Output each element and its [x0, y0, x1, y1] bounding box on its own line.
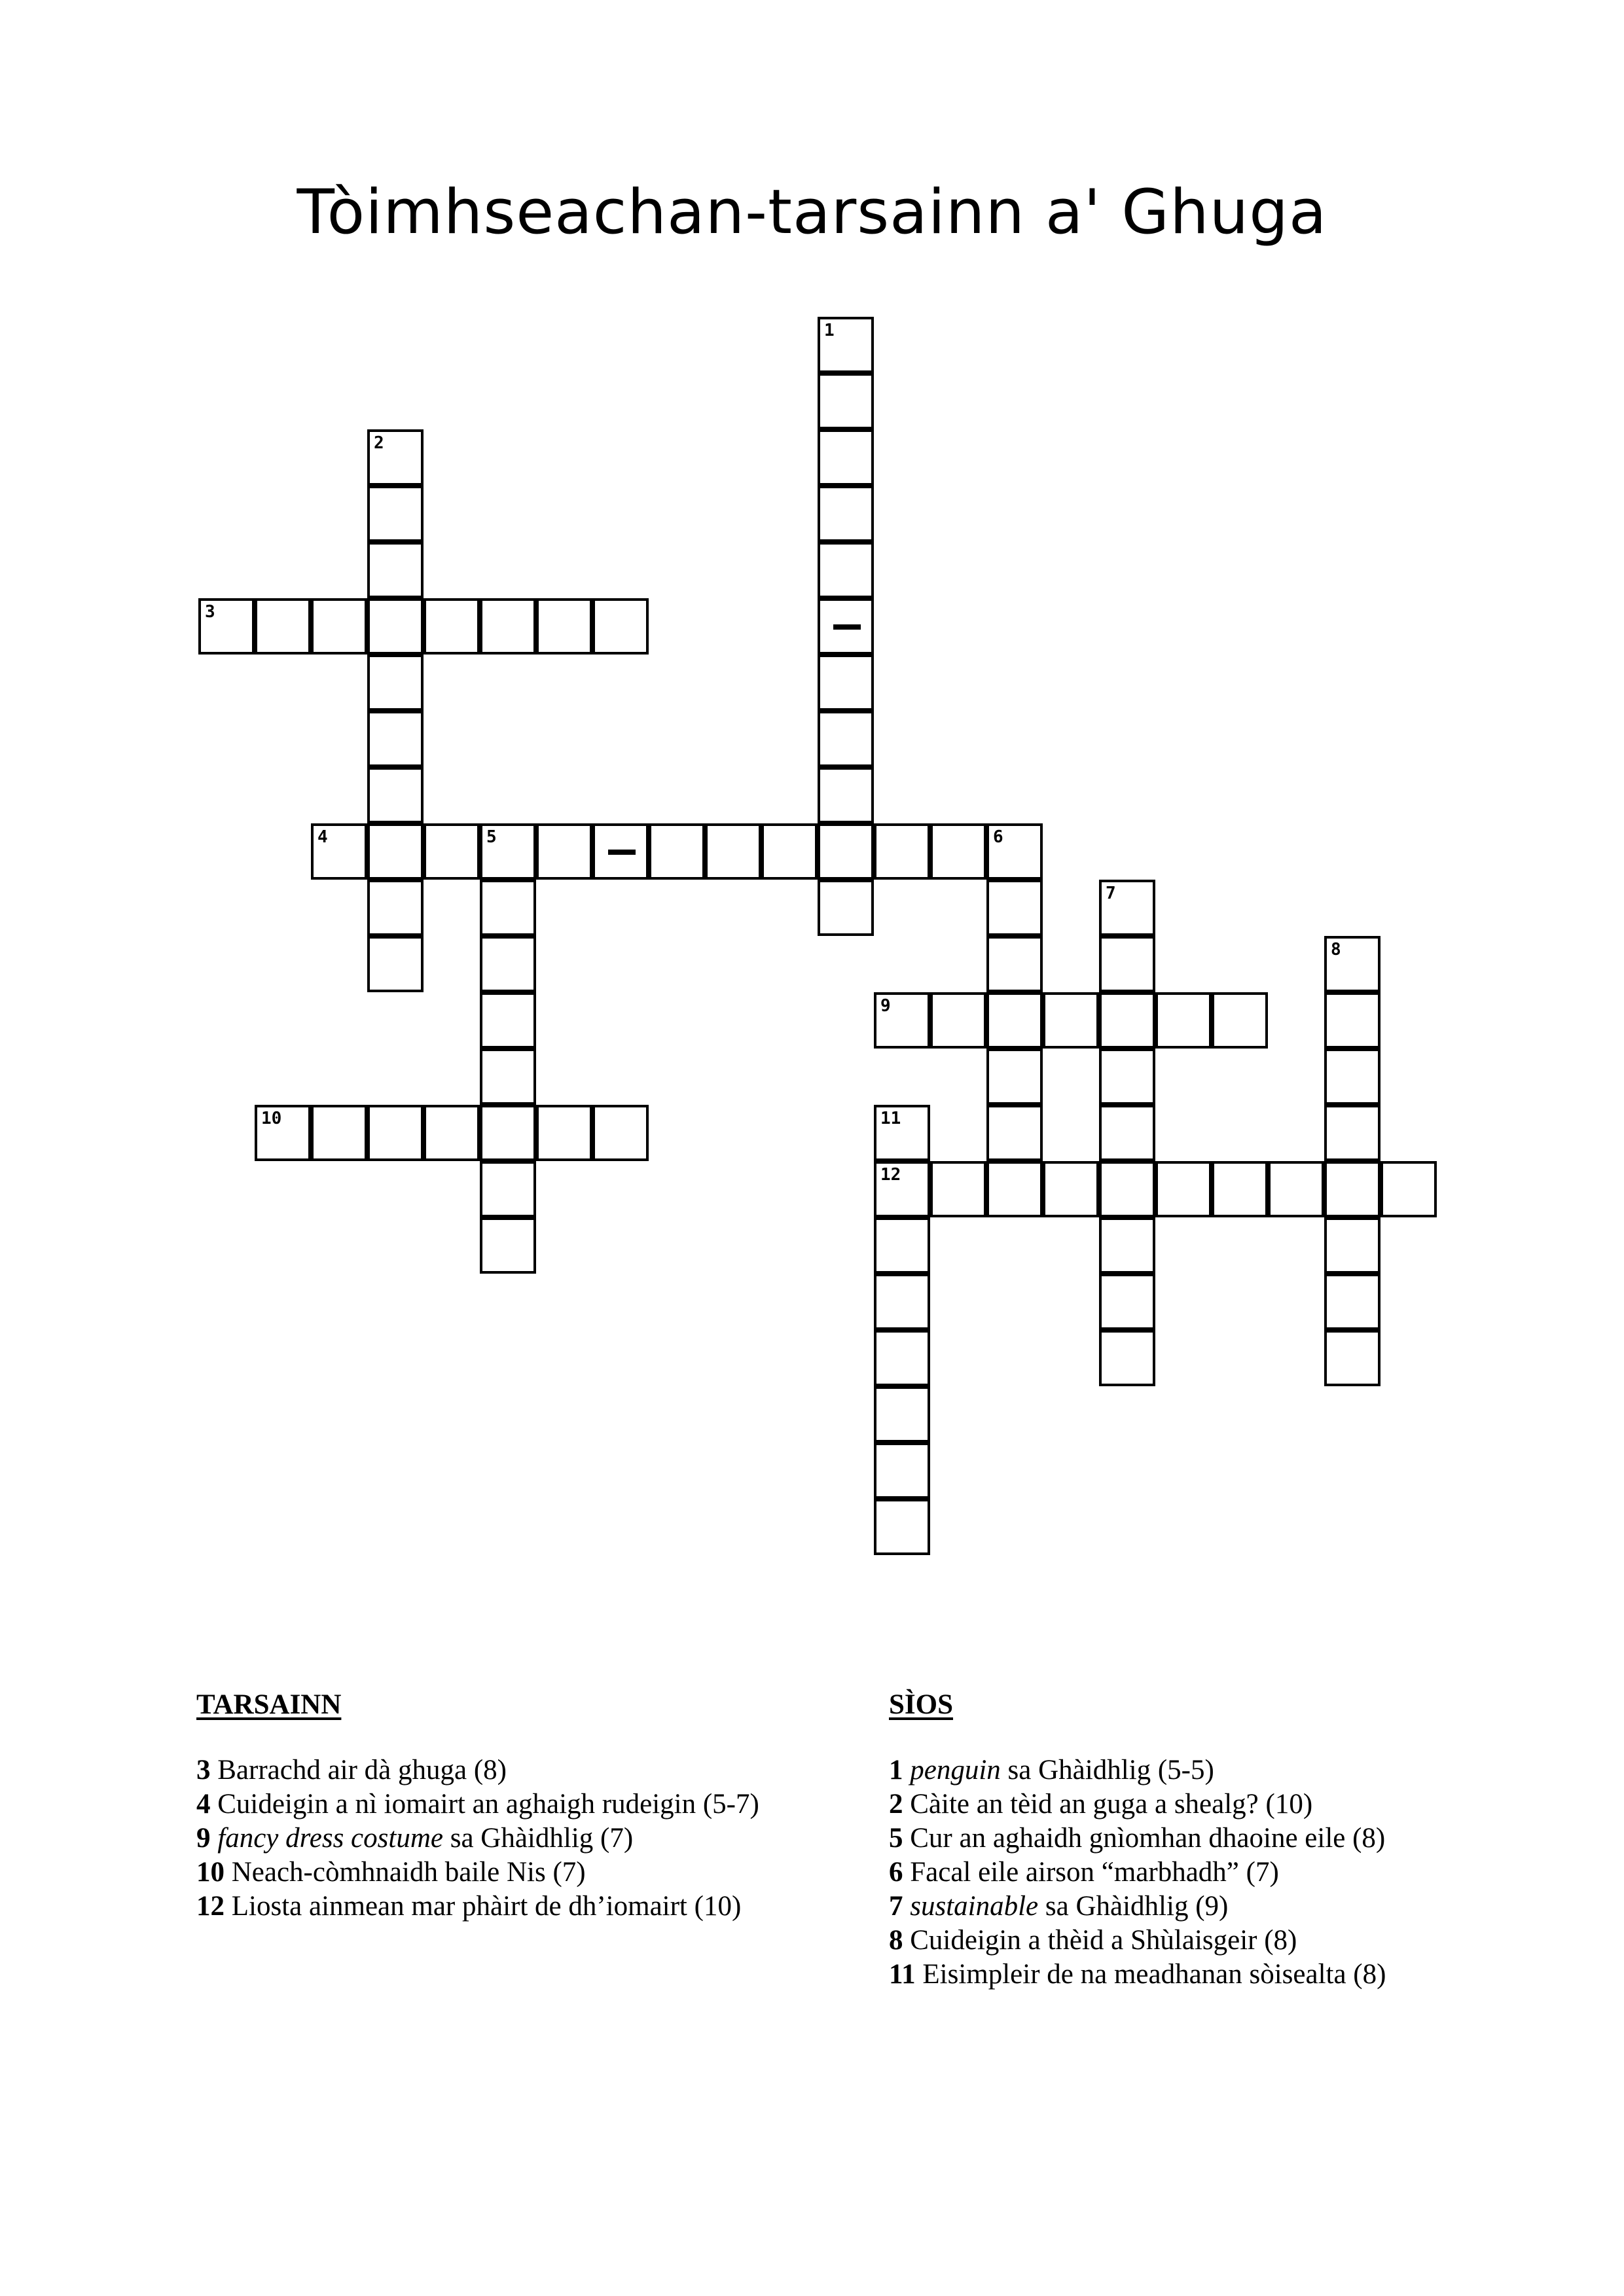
grid-cell[interactable] [367, 711, 424, 767]
grid-cell[interactable] [198, 598, 255, 655]
down-clues [889, 1689, 1543, 1992]
grid-cell[interactable] [311, 1105, 367, 1161]
grid-cell[interactable] [874, 1386, 930, 1443]
clue-item [196, 1856, 851, 1890]
grid-cell[interactable] [311, 598, 367, 655]
grid-cell[interactable] [480, 823, 536, 880]
grid-cell[interactable] [705, 823, 761, 880]
grid-cell[interactable] [1043, 1161, 1099, 1217]
down-heading: SÌOS [889, 1689, 954, 1720]
clue-item [889, 1753, 1543, 1787]
grid-cell[interactable] [1324, 1105, 1380, 1161]
grid-cell[interactable] [930, 1161, 986, 1217]
grid-cell[interactable] [1324, 992, 1380, 1049]
grid-cell[interactable] [1212, 1161, 1268, 1217]
clue-number: 7 [1106, 884, 1116, 903]
grid-cell[interactable] [986, 936, 1043, 992]
clue-text: Càite an tèid an guga a shealg? (10) [910, 1789, 1313, 1820]
grid-cell[interactable] [255, 1105, 311, 1161]
grid-cell[interactable] [367, 936, 424, 992]
clue-italic-term: fancy dress costume [217, 1823, 443, 1854]
grid-cell[interactable] [874, 992, 930, 1049]
grid-cell[interactable] [367, 823, 424, 880]
grid-cell[interactable] [480, 1217, 536, 1274]
page-title: Tòimhseachan-tarsainn a' Ghuga [297, 177, 1327, 248]
clue-item [196, 1821, 851, 1856]
grid-cell[interactable] [367, 1105, 424, 1161]
clue-text: sa Ghàidhlig (7) [450, 1823, 634, 1854]
grid-cell[interactable] [480, 1049, 536, 1105]
grid-cell[interactable] [367, 880, 424, 936]
clue-number: 9 [880, 996, 891, 1016]
clue-text: sa Ghàidhlig (5-5) [1007, 1755, 1214, 1785]
clue-num: 2 [889, 1789, 903, 1820]
grid-cell[interactable] [1324, 1274, 1380, 1330]
clue-number: 5 [486, 827, 497, 847]
grid-cell[interactable] [1324, 1330, 1380, 1386]
grid-cell[interactable] [649, 823, 705, 880]
clue-item [889, 1924, 1543, 1958]
grid-cell[interactable] [930, 823, 986, 880]
grid-cell[interactable] [1099, 936, 1155, 992]
grid-cell[interactable] [1099, 992, 1155, 1049]
grid-cell[interactable] [986, 992, 1043, 1049]
clue-number: 12 [880, 1165, 901, 1185]
hyphen-separator [608, 850, 636, 855]
grid-cell[interactable] [1099, 1274, 1155, 1330]
grid-cell[interactable] [1099, 880, 1155, 936]
grid-cell[interactable] [480, 1161, 536, 1217]
clue-num: 3 [196, 1755, 211, 1785]
clue-item [889, 1890, 1543, 1924]
grid-cell[interactable] [874, 823, 930, 880]
grid-cell[interactable] [818, 655, 874, 711]
grid-cell[interactable] [1099, 1105, 1155, 1161]
clue-num: 4 [196, 1789, 211, 1820]
grid-cell[interactable] [818, 880, 874, 936]
grid-cell[interactable] [367, 429, 424, 486]
grid-cell[interactable] [930, 992, 986, 1049]
grid-cell[interactable] [1212, 992, 1268, 1049]
grid-cell[interactable] [818, 767, 874, 823]
grid-cell[interactable] [480, 1105, 536, 1161]
clue-num: 12 [196, 1891, 225, 1922]
grid-cell[interactable] [536, 1105, 592, 1161]
grid-cell[interactable] [1099, 1049, 1155, 1105]
grid-cell[interactable] [480, 992, 536, 1049]
across-heading: TARSAINN [196, 1689, 342, 1720]
grid-cell[interactable] [818, 598, 874, 655]
clue-num: 10 [196, 1857, 225, 1888]
grid-cell[interactable] [367, 767, 424, 823]
grid-cell[interactable] [818, 373, 874, 429]
clue-item [196, 1787, 851, 1821]
clue-item [889, 1958, 1543, 1992]
clue-num: 8 [889, 1925, 903, 1956]
clue-number: 4 [317, 827, 328, 847]
grid-cell[interactable] [480, 598, 536, 655]
grid-cell[interactable] [1268, 1161, 1324, 1217]
down-clue-list [889, 1753, 1543, 1992]
clue-text: Neach-còmhnaidh baile Nis (7) [231, 1857, 586, 1888]
clue-number: 2 [374, 433, 384, 453]
grid-cell[interactable] [818, 823, 874, 880]
clue-text: Eisimpleir de na meadhanan sòisealta (8) [922, 1959, 1386, 1990]
clue-text: Facal eile airson “marbhadh” (7) [910, 1857, 1279, 1888]
clue-text: sa Ghàidhlig (9) [1045, 1891, 1229, 1922]
grid-cell[interactable] [1324, 936, 1380, 992]
grid-cell[interactable] [592, 823, 649, 880]
grid-cell[interactable] [761, 823, 818, 880]
grid-cell[interactable] [367, 655, 424, 711]
grid-cell[interactable] [874, 1499, 930, 1555]
grid-cell[interactable] [986, 823, 1043, 880]
grid-cell[interactable] [424, 598, 480, 655]
grid-cell[interactable] [1155, 992, 1212, 1049]
grid-cell[interactable] [1380, 1161, 1437, 1217]
grid-cell[interactable] [424, 823, 480, 880]
grid-cell[interactable] [986, 1049, 1043, 1105]
clue-num: 5 [889, 1823, 903, 1854]
clue-num: 1 [889, 1755, 903, 1785]
clue-italic-term: penguin [910, 1755, 1001, 1785]
grid-cell[interactable] [1324, 1049, 1380, 1105]
grid-cell[interactable] [874, 1217, 930, 1274]
clue-item [889, 1856, 1543, 1890]
grid-cell[interactable] [874, 1161, 930, 1217]
grid-cell[interactable] [986, 1105, 1043, 1161]
grid-cell[interactable] [536, 823, 592, 880]
grid-cell[interactable] [818, 711, 874, 767]
grid-cell[interactable] [255, 598, 311, 655]
clue-num: 11 [889, 1959, 916, 1990]
grid-cell[interactable] [1155, 1161, 1212, 1217]
grid-cell[interactable] [311, 823, 367, 880]
grid-cell[interactable] [1099, 1161, 1155, 1217]
clue-number: 8 [1331, 940, 1341, 960]
grid-cell[interactable] [1324, 1217, 1380, 1274]
clue-number: 6 [993, 827, 1003, 847]
clue-italic-term: sustainable [910, 1891, 1039, 1922]
grid-cell[interactable] [818, 486, 874, 542]
clue-number: 3 [205, 602, 215, 622]
grid-cell[interactable] [592, 598, 649, 655]
grid-cell[interactable] [1099, 1330, 1155, 1386]
across-clue-list [196, 1753, 851, 1924]
clue-number: 1 [824, 321, 835, 340]
clue-num: 7 [889, 1891, 903, 1922]
grid-cell[interactable] [1099, 1217, 1155, 1274]
clue-num: 6 [889, 1857, 903, 1888]
grid-cell[interactable] [874, 1443, 930, 1499]
clue-item [196, 1890, 851, 1924]
clue-text: Liosta ainmean mar phàirt de dh’iomairt (10) [231, 1891, 742, 1922]
grid-cell[interactable] [986, 880, 1043, 936]
clue-text: Barrachd air dà ghuga (8) [217, 1755, 507, 1785]
grid-cell[interactable] [818, 317, 874, 373]
grid-cell[interactable] [367, 486, 424, 542]
grid-cell[interactable] [1324, 1161, 1380, 1217]
grid-cell[interactable] [424, 1105, 480, 1161]
clue-item [889, 1787, 1543, 1821]
grid-cell[interactable] [367, 598, 424, 655]
grid-cell[interactable] [480, 880, 536, 936]
grid-cell[interactable] [874, 1330, 930, 1386]
clue-item [889, 1821, 1543, 1856]
clue-text: Cuideigin a thèid a Shùlaisgeir (8) [910, 1925, 1297, 1956]
grid-cell[interactable] [874, 1274, 930, 1330]
clue-num: 9 [196, 1823, 211, 1854]
clue-item [196, 1753, 851, 1787]
hyphen-separator [833, 624, 861, 630]
grid-cell[interactable] [367, 542, 424, 598]
grid-cell[interactable] [1043, 992, 1099, 1049]
clue-text: Cuideigin a nì iomairt an aghaigh rudeigin (5-7) [217, 1789, 759, 1820]
grid-cell[interactable] [818, 429, 874, 486]
grid-cell[interactable] [818, 542, 874, 598]
grid-cell[interactable] [480, 936, 536, 992]
grid-cell[interactable] [874, 1105, 930, 1161]
clue-number: 10 [261, 1109, 282, 1128]
grid-cell[interactable] [986, 1161, 1043, 1217]
clue-text: Cur an aghaidh gnìomhan dhaoine eile (8) [910, 1823, 1386, 1854]
grid-cell[interactable] [592, 1105, 649, 1161]
grid-cell[interactable] [536, 598, 592, 655]
across-clues [196, 1689, 851, 1924]
clue-number: 11 [880, 1109, 901, 1128]
